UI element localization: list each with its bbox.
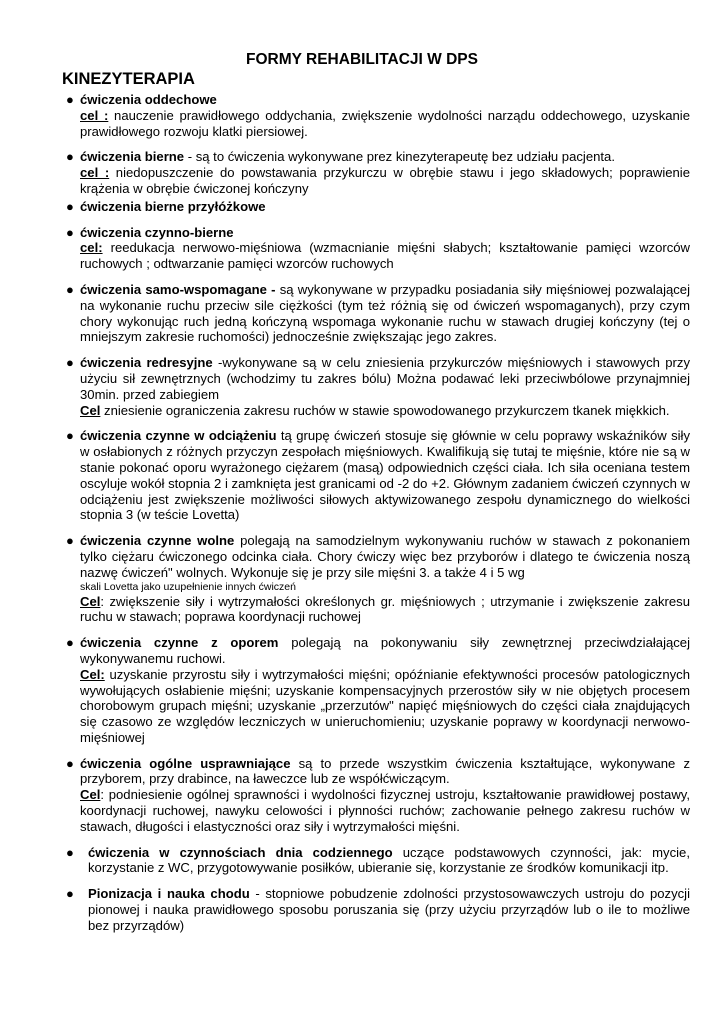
list-item [62, 92, 690, 139]
item-text: polegają na pokonywaniu siły zewnętrznej przeciwdziałającej wykonywanemu ruchowi. [80, 635, 690, 666]
goal-text: nauczenie prawidłowego oddychania, zwiększenie wydolności narządu oddechowego, uzyskanie prawidłowego rozwoju klatki piersiowej. [80, 107, 690, 139]
list-item [62, 199, 690, 215]
bullet-icon: ● [66, 224, 74, 240]
item-name: ćwiczenia bierne przyłóżkowe [80, 198, 266, 214]
bullet-icon: ● [66, 844, 74, 860]
bullet-icon: ● [66, 198, 74, 214]
bullet-icon: ● [66, 533, 74, 549]
bullet-icon: ● [66, 755, 74, 771]
item-text: - są to ćwiczenia wykonywane prez kinezyterapeutę bez udziału pacjenta. [184, 149, 615, 165]
bullet-icon: ● [66, 886, 74, 902]
item-name: Pionizacja i nauka chodu [88, 886, 250, 902]
goal-label: Cel [80, 787, 101, 803]
item-name: ćwiczenia redresyjne [80, 355, 213, 371]
item-text: tą grupę ćwiczeń stosuje się głównie w celu poprawy wskaźników siły w osłabionych z różnych przyczyn zespołach mięśniowych. Kwalifikują się tutaj te mięśnie, które nie są w stanie pokonać oporu wyrażonego ciężarem (masą) odpowiednich części ciała. Ich siła oceniana testem oscyluje wokół stopnia 2 i zamknięta jest granicami od -2 do +2. Głównym zadaniem ćwiczeń czynnych w odciążeniu jest zwiększenie możliwości siłowych aktywizowanego zespołu dynamicznego do wielkości stopnia 3 (w teście Lovetta) [80, 428, 690, 523]
item-text: uczące podstawowych czynności, jak: mycie, korzystanie z WC, przygotowywanie posiłków, ubieranie się, korzystanie ze środków komunikacji itp. [88, 844, 690, 876]
bullet-icon: ● [66, 428, 74, 444]
bullet-icon: ● [66, 281, 74, 297]
list-item [62, 886, 690, 933]
goal-label: Cel [80, 402, 101, 418]
item-name: ćwiczenia oddechowe [80, 92, 217, 107]
list-item [62, 635, 690, 746]
item-text: -wykonywane są w celu zniesienia przykurczów mięśniowych i stawowych przy użyciu sił zewnętrznych (wchodzimy tu zakres bólu) Można podawać leki przeciwbólowe przynajmniej 30min. przed zabiegiem [80, 355, 690, 402]
list-item [62, 225, 690, 272]
goal-text: niedopuszczenie do powstawania przykurczu w obrębie stawu i jego składowych; poprawienie krążenia w obrębie ćwiczonej kończyny [80, 165, 691, 196]
goal-label: Cel [80, 593, 101, 609]
goal-label: cel: [80, 240, 103, 256]
item-note: skali Lovetta jako uzupełnienie innych ćwiczeń [80, 580, 296, 593]
document-title: FORMY REHABILITACJI W DPS [246, 51, 478, 68]
goal-text: : podniesienie ogólnej sprawności i wydolności fizycznej ustroju, kształtowanie prawidłowej postawy, koordynacji ruchowej, nawyku celowości i płynności ruchów; zachowanie pełnego zakresu ruchów w stawach, długości i elastyczności oraz siły i wytrzymałości mięśni. [80, 787, 690, 834]
item-text: są to przede wszystkim ćwiczenia kształtujące, wykonywane z przyborem, przy drabince, na ławeczce lub ze współćwiczącym. [80, 755, 690, 787]
item-name: ćwiczenia bierne [80, 149, 185, 165]
list-item [62, 149, 690, 196]
goal-label: cel : [80, 107, 109, 123]
item-text: - stopniowe pobudzenie zdolności przystosowawczych ustroju do pozycji pionowej i nauka prawidłowego sposobu poruszania się (przy użyciu przyrządów lub o ile to możliwe bez przyrządów) [88, 886, 690, 933]
item-name: ćwiczenia czynno-bierne [80, 224, 234, 240]
goal-text: : zwiększenie siły i wytrzymałości określonych gr. mięśniowych ; utrzymanie i zwiększenie zakresu ruchu w stawach; poprawa koordynacji ruchowej [80, 593, 690, 625]
list-item [62, 756, 690, 835]
goal-text: reedukacja nerwowo-mięśniowa (wzmacnianie mięśni słabych; kształtowanie pamięci wzorców ruchowych ; odtwarzanie pamięci wzorców ruchowych [80, 240, 690, 272]
bullet-icon: ● [66, 92, 74, 107]
list-item [62, 428, 690, 523]
list-item [62, 282, 690, 345]
list-item [62, 355, 690, 418]
goal-text: uzyskanie przyrostu siły i wytrzymałości mięśni; opóźnianie efektywności procesów patologicznych wywołujących osłabienie mięśni; uzyskanie kompensacyjnych przerostów siły w nie objętych procesem chorobowym grupach mięśni; uzyskanie „przerzutów" napięć mięśniowych do części ciała znajdujących się czasowo ze względów leczniczych w unieruchomieniu; uzyskanie poprawy w koordynacji nerwowo-mięśniowej [80, 666, 690, 745]
item-name: ćwiczenia samo-wspomagane - [80, 281, 276, 297]
goal-label: cel : [80, 165, 110, 181]
item-name: ćwiczenia ogólne usprawniające [80, 755, 291, 771]
list-item [62, 533, 690, 625]
bullet-icon: ● [66, 149, 74, 165]
item-name: ćwiczenia czynne wolne [80, 533, 235, 549]
bullet-icon: ● [66, 355, 74, 371]
item-text: polegają na samodzielnym wykonywaniu ruchów w stawach z pokonaniem tylko ciężaru ćwiczonego odcinka ciała. Chory ćwiczy więc bez przyborów i dlatego te ćwiczenia noszą nazwę ćwiczeń" wolnych. Wykonuje się je przy sile mięśni 3. a także 4 i 5 wg [80, 533, 690, 580]
item-name: ćwiczenia czynne w odciążeniu [80, 428, 277, 444]
goal-label: Cel: [80, 666, 105, 682]
section-heading: KINEZYTERAPIA [62, 70, 195, 88]
bullet-icon: ● [66, 635, 74, 651]
exercise-list [62, 92, 690, 944]
goal-text: zniesienie ograniczenia zakresu ruchów w stawie spowodowanego przykurczem tkanek miękkich. [100, 402, 670, 418]
item-name: ćwiczenia w czynnościach dnia codziennego [88, 844, 393, 860]
list-item [62, 845, 690, 877]
item-text: są wykonywane w przypadku posiadania siły mięśniowej pozwalającej na wykonanie ruchu przeciw sile ciężkości (tym też różnią się od ćwiczeń wspomaganych), przy czym chory wykonując ruch jedną kończyną wspomaga wykonanie ruchu w stawach drugiej kończyny (tej o mniejszym zakresie ruchomości) jednocześnie zwiększając jego zakres. [80, 281, 690, 345]
item-name: ćwiczenia czynne z oporem [80, 635, 279, 651]
